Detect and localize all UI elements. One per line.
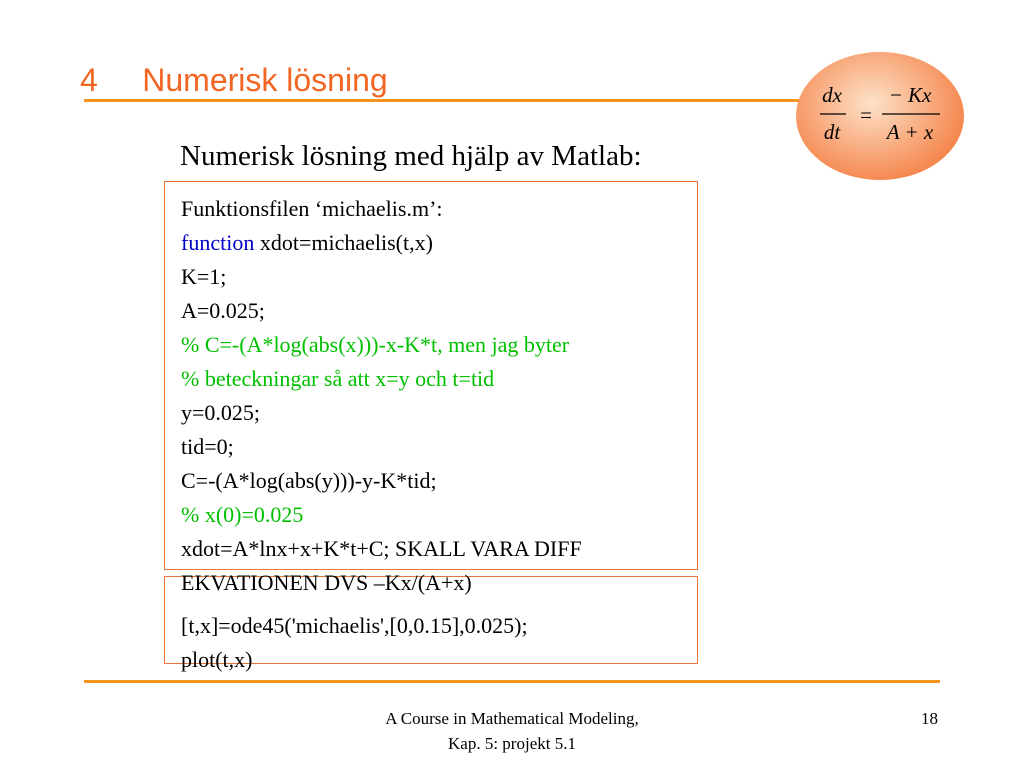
formula-dx: dx — [822, 83, 842, 107]
code-comment-3: % x(0)=0.025 — [181, 502, 304, 527]
formula-graphic — [796, 52, 964, 180]
footer-course-title: A Course in Mathematical Modeling, — [385, 709, 639, 728]
code-line-a: A=0.025; — [181, 298, 265, 323]
formula-dt: dt — [823, 120, 841, 144]
code-comment-1: % C=-(A*log(abs(x)))-x-K*t, men jag byter — [181, 332, 570, 357]
code-line-tid: tid=0; — [181, 434, 234, 459]
formula-oval — [796, 52, 964, 180]
footer-course-info — [332, 706, 692, 756]
title-underline — [84, 99, 844, 102]
code-function-line — [181, 226, 741, 260]
function-signature: xdot=michaelis(t,x) — [254, 230, 433, 255]
matlab-code-listing — [181, 192, 741, 677]
formula-equals: = — [860, 103, 872, 127]
code-line-k: K=1; — [181, 264, 227, 289]
formula-a-plus-x: A + x — [886, 120, 934, 144]
code-comment-2: % beteckningar så att x=y och t=tid — [181, 366, 495, 391]
code-header: Funktionsfilen ‘michaelis.m’: — [181, 196, 443, 221]
code-line-y: y=0.025; — [181, 400, 261, 425]
formula-minus-kx: − Kx — [888, 83, 932, 107]
footer-chapter: Kap. 5: projekt 5.1 — [448, 734, 576, 753]
code-line-ode45: [t,x]=ode45('michaelis',[0,0.15],0.025); — [181, 613, 528, 638]
page-number: 18 — [921, 709, 938, 728]
function-keyword: function — [181, 230, 255, 255]
code-line-plot: plot(t,x) — [181, 647, 253, 672]
code-line-xdot: xdot=A*lnx+x+K*t+C; SKALL VARA DIFF — [181, 536, 582, 561]
footer-rule — [84, 680, 940, 683]
code-line-c: C=-(A*log(abs(y)))-y-K*tid; — [181, 468, 437, 493]
code-line-ekvation: EKVATIONEN DVS –Kx/(A+x) — [181, 570, 472, 595]
slide-subtitle: Numerisk lösning med hjälp av Matlab: — [180, 140, 642, 172]
slide-title: 4 Numerisk lösning — [80, 62, 388, 98]
